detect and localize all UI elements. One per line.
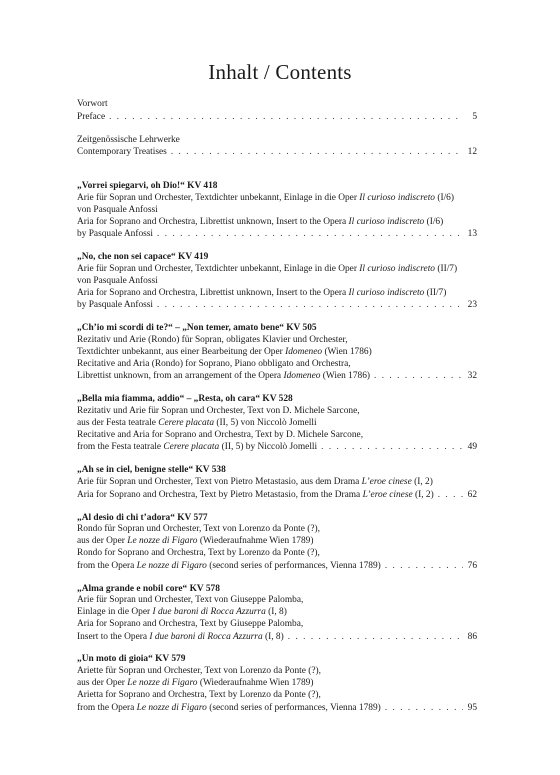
entry-line: Einlage in die Oper I due baroni di Rocca Azzurra (I, 8) xyxy=(77,607,287,618)
entry-line: Arie für Sopran und Orchester, Textdichter unbekannt, Einlage in die Oper Il curioso indiscreto (II/7) xyxy=(77,263,458,274)
dot-leader xyxy=(288,631,463,643)
dot-leader xyxy=(157,228,463,240)
entry-last-line: Insert to the Opera I due baroni di Rocca Azzurra (I, 8) . . . 86 xyxy=(77,631,477,644)
entry-last-line xyxy=(77,146,477,159)
entry-line: Arie für Sopran und Orchester, Text von Giuseppe Palomba, xyxy=(77,595,304,606)
entry-line: Rezitativ und Arie (Rondo) für Sopran, obligates Klavier und Orchester, xyxy=(77,334,348,345)
entry-line: aus der Oper Le nozze di Figaro (Wiederaufnahme Wien 1789) xyxy=(77,536,314,547)
page-number: 49 xyxy=(467,442,477,453)
dot-leader xyxy=(385,560,463,572)
entry-last-line xyxy=(77,111,477,124)
toc-entry-kv528[interactable] xyxy=(77,394,477,454)
toc-entry-kv505[interactable] xyxy=(77,323,477,383)
page-number: 23 xyxy=(467,300,477,311)
page-number: 13 xyxy=(467,229,477,240)
entry-heading: „Al desio di chi t’adora“ KV 577 xyxy=(77,512,208,523)
dot-leader xyxy=(374,370,463,382)
entry-line: Aria for Soprano and Orchestra, Librettist unknown, Insert to the Opera Il curioso indiscreto (I/6) xyxy=(77,216,444,227)
toc-entry-kv579[interactable] xyxy=(77,654,477,714)
table-of-contents xyxy=(77,99,477,714)
entry-title-en: Preface xyxy=(77,111,106,122)
page-number: 86 xyxy=(467,631,477,642)
entry-heading: „Un moto di gioia“ KV 579 xyxy=(77,654,186,665)
entry-last-line: from the Opera Le nozze di Figaro (second series of performances, Vienna 1789) . . . 76 xyxy=(77,560,477,573)
entry-heading: „Ah se in ciel, benigne stelle“ KV 538 xyxy=(77,465,226,476)
entry-line: Ariette für Sopran und Orchester, Text von Lorenzo da Ponte (?), xyxy=(77,666,322,677)
entry-heading: „No, che non sei capace“ KV 419 xyxy=(77,252,209,263)
entry-line: von Pasquale Anfossi xyxy=(77,275,158,286)
dot-leader xyxy=(171,146,463,158)
entry-heading: „Alma grande e nobil core“ KV 578 xyxy=(77,583,220,594)
entry-last-line: by Pasquale Anfossi . . . 13 xyxy=(77,228,477,241)
toc-entry-kv418[interactable] xyxy=(77,181,477,241)
entry-line: aus der Festa teatrale Cerere placata (II, 5) von Niccolò Jomelli xyxy=(77,417,317,428)
entry-last-line: from the Festa teatrale Cerere placata (II, 5) by Niccolò Jomelli . . . 49 xyxy=(77,441,477,454)
dot-leader xyxy=(157,299,463,311)
entry-title-de: Vorwort xyxy=(77,99,108,109)
toc-entry-kv538[interactable] xyxy=(77,465,477,501)
entry-line: von Pasquale Anfossi xyxy=(77,204,158,215)
entry-heading: „Vorrei spiegarvi, oh Dio!“ KV 418 xyxy=(77,181,218,192)
page-number: 76 xyxy=(467,560,477,571)
entry-title-de: Zeitgenössische Lehrwerke xyxy=(77,134,180,145)
entry-line: Recitative and Aria for Soprano and Orchestra, Text by D. Michele Sarcone, xyxy=(77,429,364,440)
page-number: 12 xyxy=(467,147,477,158)
entry-line: Rondo for Soprano and Orchestra, Text by Lorenzo da Ponte (?), xyxy=(77,547,320,558)
toc-entry-vorwort[interactable] xyxy=(77,99,477,124)
entry-line: Rezitativ und Arie für Sopran und Orchester, Text von D. Michele Sarcone, xyxy=(77,405,360,416)
toc-entry-kv577[interactable] xyxy=(77,513,477,573)
entry-last-line: by Pasquale Anfossi . . . 23 xyxy=(77,299,477,312)
entry-line: Arietta for Soprano and Orchestra, Text by Lorenzo da Ponte (?), xyxy=(77,689,321,700)
page-number: 62 xyxy=(467,489,477,500)
dot-leader xyxy=(438,489,463,501)
page-number: 32 xyxy=(467,371,477,382)
entry-line: aus der Oper Le nozze di Figaro (Wiederaufnahme Wien 1789) xyxy=(77,678,314,689)
entry-last-line: from the Opera Le nozze di Figaro (second series of performances, Vienna 1789) . . . 95 xyxy=(77,702,477,715)
entry-line: Arie für Sopran und Orchester, Textdichter unbekannt, Einlage in die Oper Il curioso indiscreto (I/6) xyxy=(77,192,454,203)
toc-entry-kv578[interactable] xyxy=(77,584,477,644)
toc-entry-lehrwerke[interactable] xyxy=(77,135,477,160)
entry-line: Recitative and Aria (Rondo) for Soprano, Piano obbligato and Orchestra, xyxy=(77,358,351,369)
entry-line: Aria for Soprano and Orchestra, Text by Giuseppe Palomba, xyxy=(77,618,304,629)
entry-title-en: Contemporary Treatises xyxy=(77,147,167,158)
entry-line: Rondo für Sopran und Orchester, Text von Lorenzo da Ponte (?), xyxy=(77,524,321,535)
entry-last-line: Aria for Soprano and Orchestra, Text by Pietro Metastasio, from the Drama L’eroe cinese (I, 2) . . . 62 xyxy=(77,489,477,502)
entry-line: Textdichter unbekannt, aus einer Bearbeitung der Oper Idomeneo (Wien 1786) xyxy=(77,346,372,357)
page-number: 5 xyxy=(472,111,477,122)
dot-leader xyxy=(321,441,463,453)
page-title: Inhalt / Contents xyxy=(208,60,352,84)
dot-leader xyxy=(385,702,463,714)
page-number: 95 xyxy=(467,702,477,713)
entry-line: Aria for Soprano and Orchestra, Librettist unknown, Insert to the Opera Il curioso indiscreto (II/7) xyxy=(77,287,447,298)
toc-entry-kv419[interactable] xyxy=(77,252,477,312)
entry-heading: „Bella mia fiamma, addio“ – „Resta, oh cara“ KV 528 xyxy=(77,394,293,405)
entry-line: Arie für Sopran und Orchester, Text von Pietro Metastasio, aus dem Drama L’eroe cinese (I, 2) xyxy=(77,476,433,487)
dot-leader xyxy=(109,111,463,123)
entry-last-line: Librettist unknown, from an arrangement of the Opera Idomeneo (Wien 1786) . . . 32 xyxy=(77,370,477,383)
entry-heading: „Ch’io mi scordi di te?“ – „Non temer, amato bene“ KV 505 xyxy=(77,323,317,334)
